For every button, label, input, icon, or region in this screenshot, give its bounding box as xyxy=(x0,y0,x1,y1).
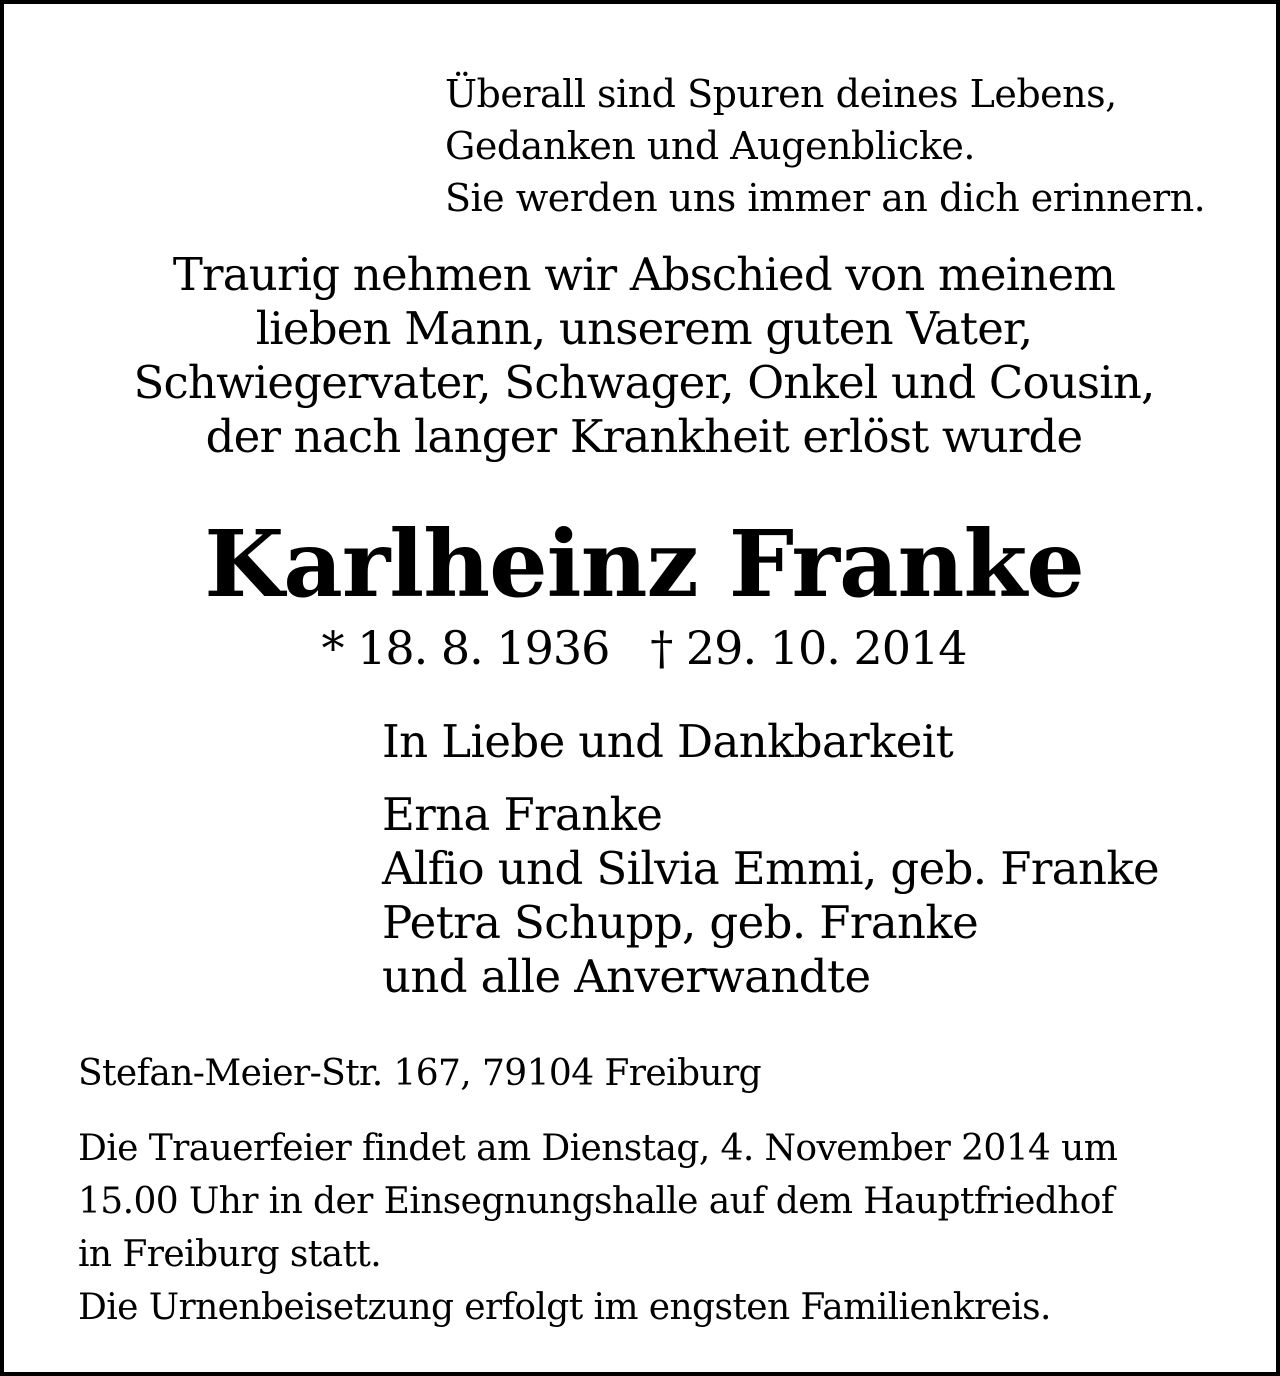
announcement-line: Traurig nehmen wir Abschied von meinem xyxy=(172,248,1116,301)
mourner-entry: Petra Schupp, geb. Franke xyxy=(382,896,979,949)
closing-phrase: In Liebe und Dankbarkeit xyxy=(382,715,954,768)
funeral-details xyxy=(78,1122,1117,1334)
mourner-entry: Alfio und Silvia Emmi, geb. Franke xyxy=(382,842,1160,895)
funeral-line: Die Trauerfeier findet am Dienstag, 4. November 2014 um xyxy=(78,1128,1118,1169)
announcement-line: Schwiegervater, Schwager, Onkel und Cousin, xyxy=(133,356,1155,409)
memorial-verse xyxy=(445,68,1205,224)
mourner-entry: und alle Anverwandte xyxy=(382,950,871,1003)
announcement-line: lieben Mann, unserem guten Vater, xyxy=(255,302,1033,355)
verse-line: Sie werden uns immer an dich erinnern. xyxy=(445,176,1206,220)
funeral-line: in Freiburg statt. xyxy=(78,1234,382,1275)
funeral-line: 15.00 Uhr in der Einsegnungshalle auf dem Hauptfriedhof xyxy=(78,1181,1114,1222)
life-dates: * 18. 8. 1936 † 29. 10. 2014 xyxy=(321,621,967,675)
farewell-announcement xyxy=(4,248,1280,464)
verse-line: Überall sind Spuren deines Lebens, xyxy=(445,72,1117,116)
mourners-list xyxy=(382,788,1159,1004)
deceased-name: Karlheinz Franke xyxy=(204,510,1084,618)
funeral-line: Die Urnenbeisetzung erfolgt im engsten Familienkreis. xyxy=(78,1287,1051,1328)
announcement-line: der nach langer Krankheit erlöst wurde xyxy=(205,410,1083,463)
mourner-entry: Erna Franke xyxy=(382,788,663,841)
family-address: Stefan-Meier-Str. 167, 79104 Freiburg xyxy=(78,1053,762,1094)
verse-line: Gedanken und Augenblicke. xyxy=(445,124,975,168)
